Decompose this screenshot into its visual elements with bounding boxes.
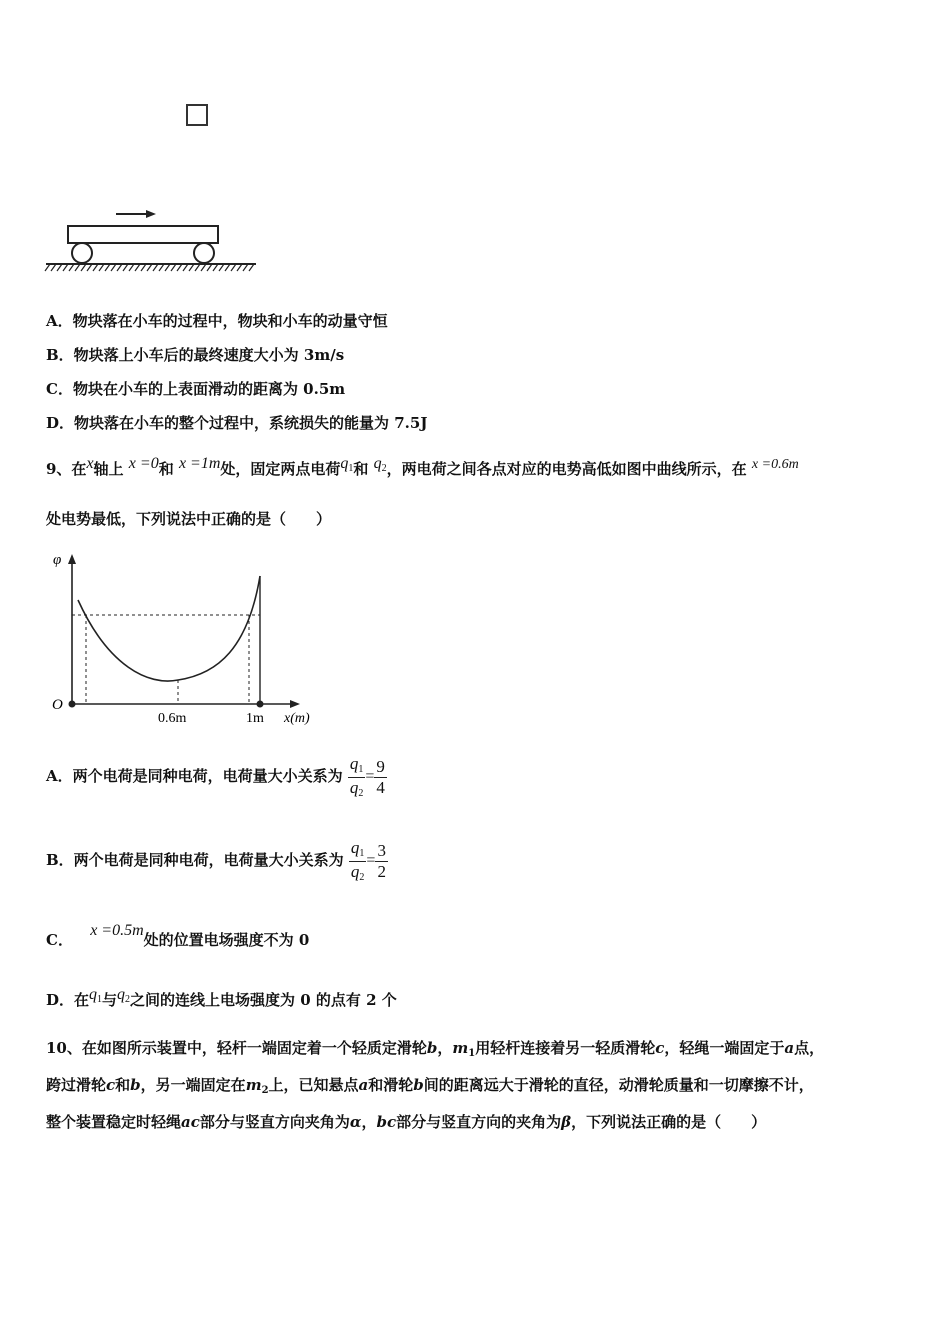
q2-symbol-d: q2 bbox=[117, 986, 131, 1005]
x-eq-06m: x =0.6m bbox=[751, 457, 799, 472]
q8-option-d: D．物块落在小车的整个过程中，系统损失的能量为 7.5J bbox=[46, 414, 428, 432]
q9-stem-line1: 9、在x轴上 x =0和 x =1m处，固定两点电荷q1和 q2，两电荷之间各点对应的电势高低如图中曲线所示，在 x =0.6m bbox=[46, 455, 799, 478]
q8-option-b: B．物块落上小车后的最终速度大小为 3m/s bbox=[46, 346, 345, 364]
q9-option-c: C． x =0.5m处的位置电场强度不为 0 bbox=[46, 922, 310, 949]
cart-wheel-left bbox=[72, 243, 92, 263]
tick-1m: 1m bbox=[246, 711, 264, 726]
q8-option-a: A．物块落在小车的过程中，物块和小车的动量守恒 bbox=[46, 312, 388, 330]
x-variable: x bbox=[86, 455, 94, 472]
block-square bbox=[186, 104, 208, 126]
q9-stem-line2: 处电势最低，下列说法中正确的是（ ） bbox=[46, 510, 332, 528]
tick-06m: 0.6m bbox=[158, 711, 187, 726]
q1-symbol: q1 bbox=[340, 455, 354, 474]
potential-graph bbox=[48, 548, 328, 728]
q1-over-q2-fraction-a: $\frac{q1}{q2}$ bbox=[349, 753, 364, 799]
charge-dot-origin bbox=[69, 701, 76, 708]
q1-symbol-d: q1 bbox=[89, 986, 103, 1005]
q10-stem-line3: 整个装置稳定时轻绳ac部分与竖直方向夹角为α，bc部分与竖直方向的夹角为β，下列说法正确的是（ ） bbox=[46, 1113, 767, 1131]
cart-wheel-right bbox=[194, 243, 214, 263]
q8-option-c: C．物块在小车的上表面滑动的距离为 0.5m bbox=[46, 380, 346, 398]
x-axis-label: x(m) bbox=[284, 711, 310, 726]
q9-option-b: B．两个电荷是同种电荷，电荷量大小关系为 $\frac{q1}{q2}$ = $\frac{3}{2}$ bbox=[46, 837, 386, 883]
q9-option-d: D．在q1与q2之间的连线上电场强度为 0 的点有 2 个 bbox=[46, 986, 397, 1009]
charge-dot-1m bbox=[257, 701, 264, 708]
q9-option-a: A．两个电荷是同种电荷，电荷量大小关系为 $\frac{q1}{q2}$ = $\frac{9}{4}$ bbox=[46, 753, 385, 799]
cart-body bbox=[68, 226, 218, 243]
q10-stem-line1: 10、在如图所示装置中，轻杆一端固定着一个轻质定滑轮b，$m_1$用轻杆连接着另一轻质滑轮c，轻绳一端固定于a点， bbox=[46, 1039, 825, 1059]
potential-curve bbox=[78, 576, 260, 681]
x-eq-0: x =0 bbox=[128, 455, 159, 472]
q2-symbol: q2 bbox=[373, 455, 387, 474]
nine-over-four-fraction: $\frac{9}{4}$ bbox=[376, 756, 385, 797]
x-eq-05m: x =0.5m bbox=[90, 922, 144, 939]
x-eq-1m: x =1m bbox=[178, 455, 221, 472]
origin-label: O bbox=[52, 697, 63, 713]
cart-diagram bbox=[44, 200, 260, 278]
y-axis-arrowhead bbox=[68, 554, 76, 564]
q10-stem-line2: 跨过滑轮c和b，另一端固定在$m_2$上，已知悬点a和滑轮b间的距离远大于滑轮的直径，动滑轮质量和一切摩擦不计， bbox=[46, 1076, 814, 1096]
q1-over-q2-fraction-b: $\frac{q1}{q2}$ bbox=[350, 837, 365, 883]
velocity-arrowhead bbox=[146, 210, 156, 218]
x-axis-arrowhead bbox=[290, 700, 300, 708]
three-over-two-fraction: $\frac{3}{2}$ bbox=[377, 840, 386, 881]
phi-label: φ bbox=[53, 552, 62, 568]
ground-hatching bbox=[45, 264, 254, 271]
